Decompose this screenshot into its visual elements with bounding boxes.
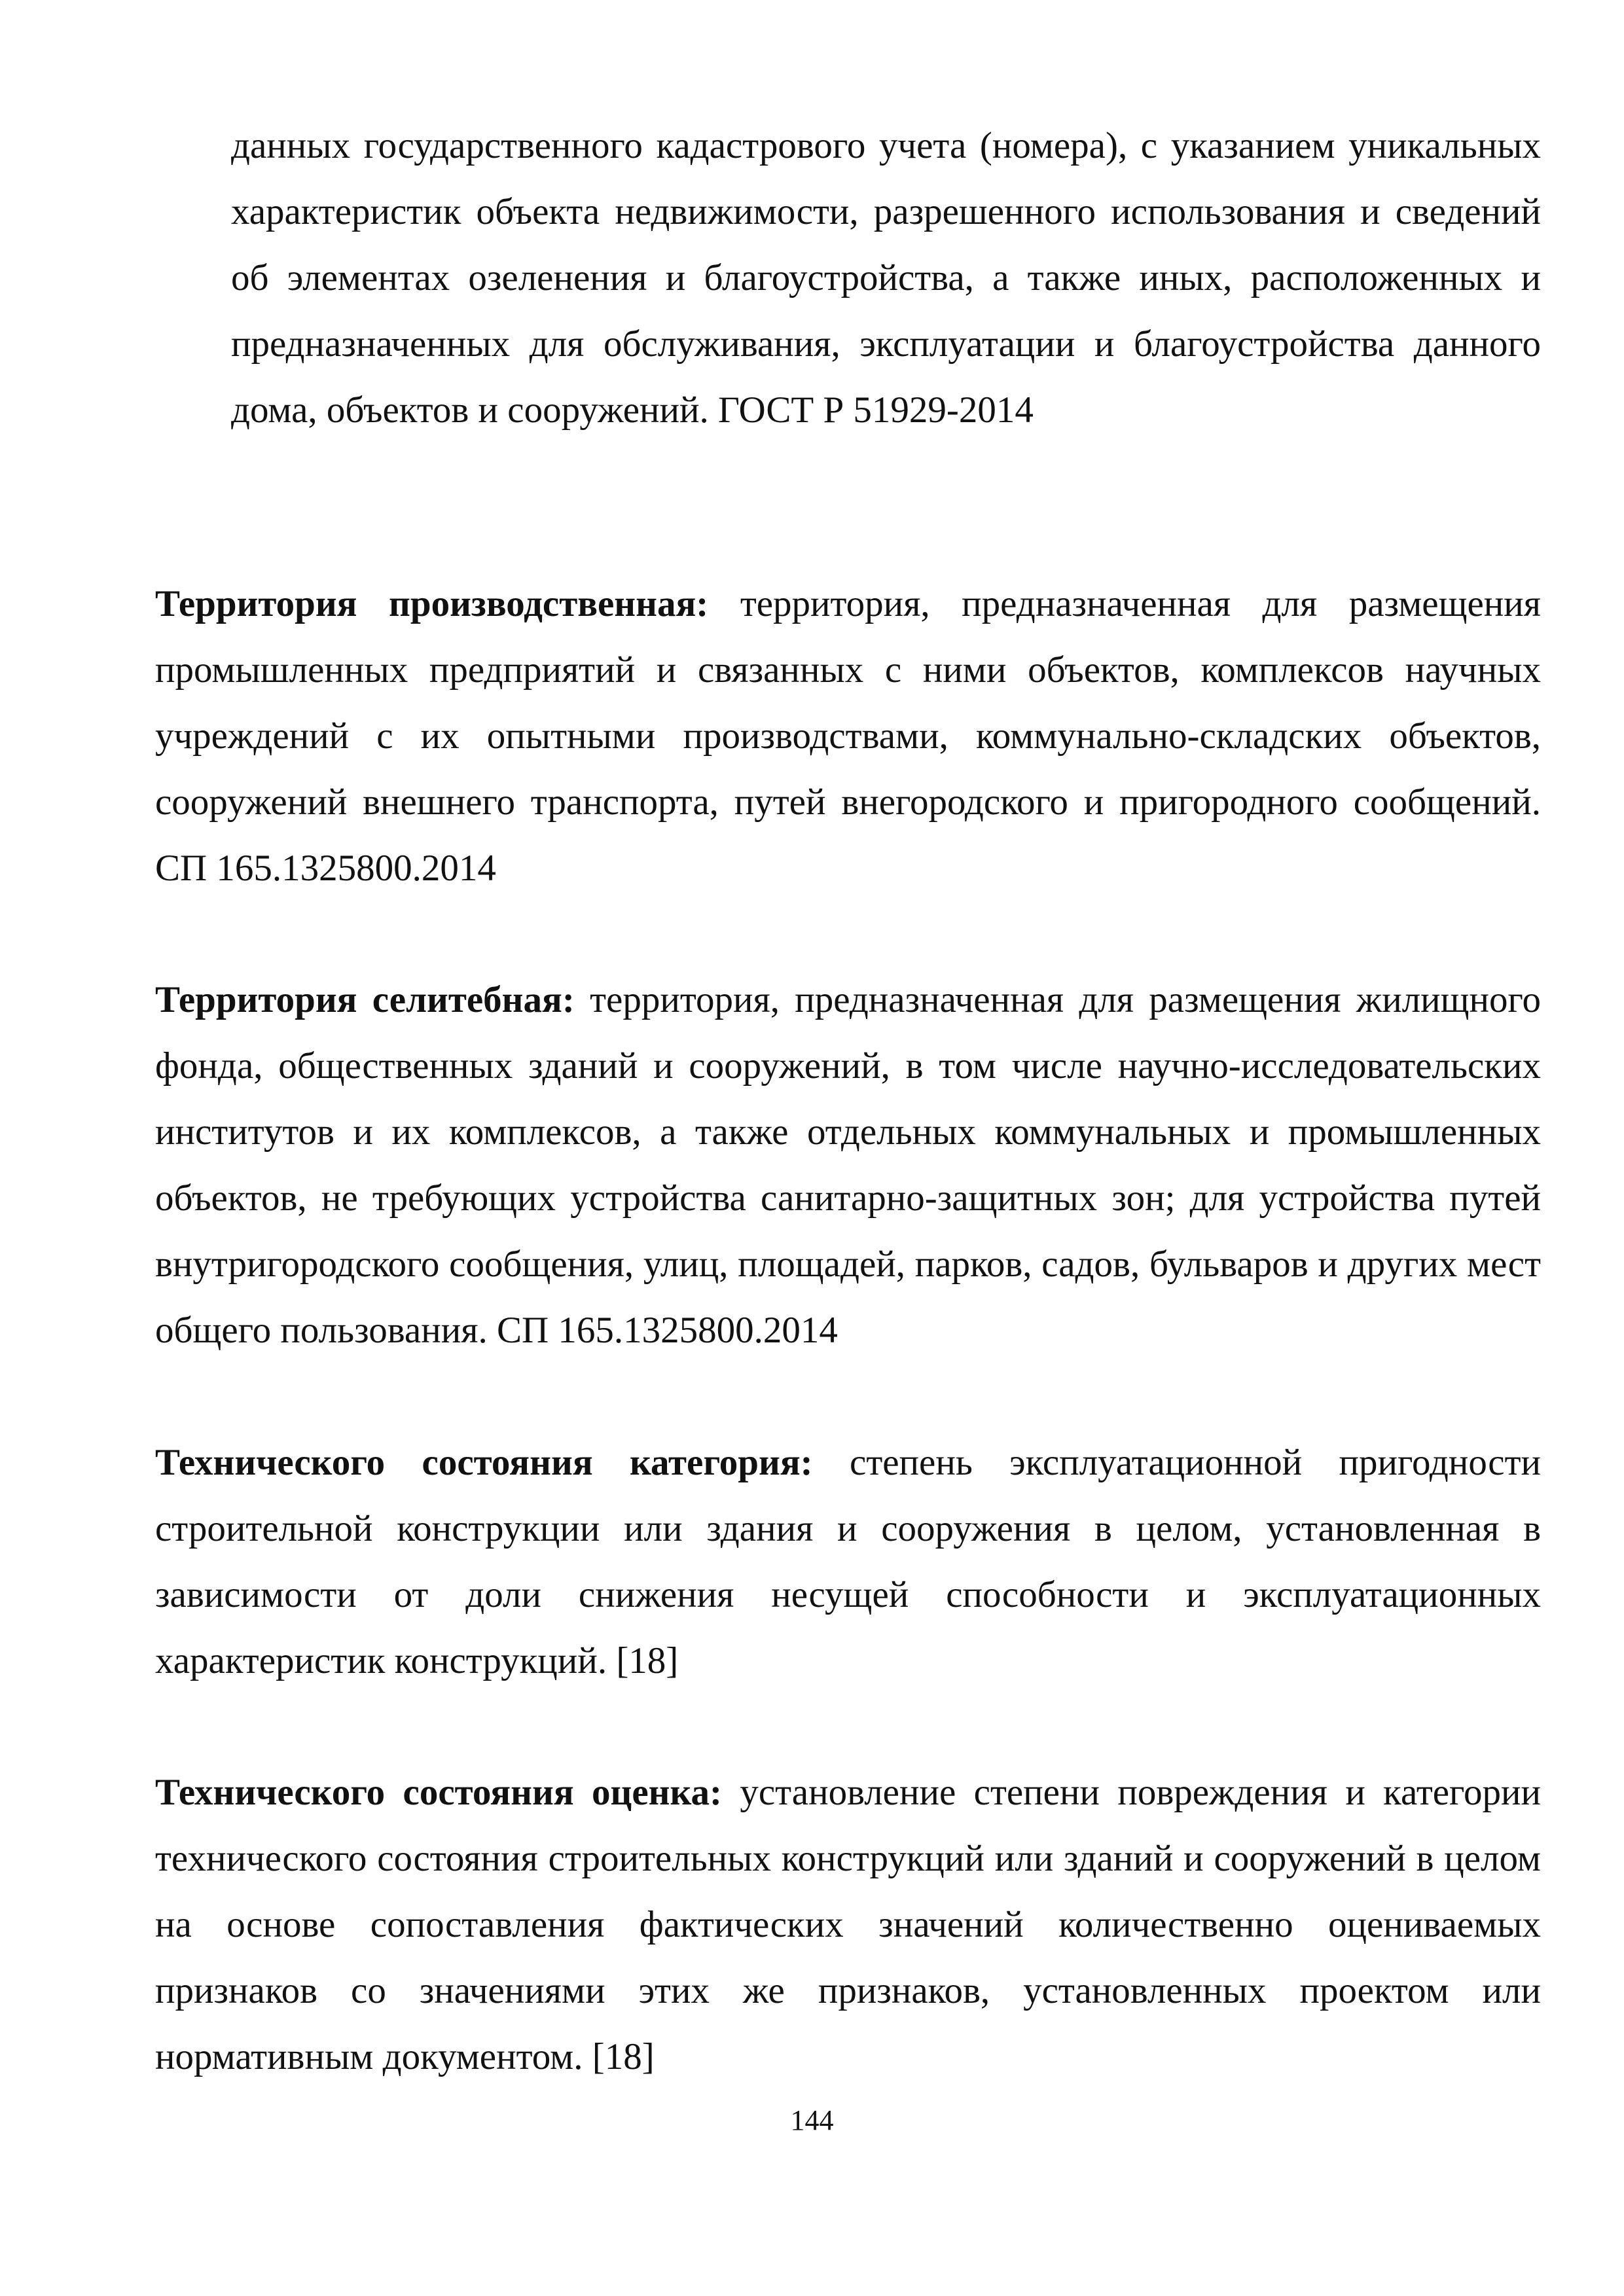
page-number: 144 bbox=[790, 2104, 834, 2136]
entry-term: Технического состояния категория: bbox=[155, 1442, 813, 1483]
glossary-entry bbox=[155, 571, 1541, 901]
continuation-paragraph: данных государственного кадастрового учета (номера), с указанием уникальных характеристик объекта недвижимости, разрешенного использования и сведений об элементах озеленения и благоустройства, а также иных, расположенных и предназначенных для обслуживания, эксплуатации и благоустройства данного дома, объектов и сооружений. ГОСТ Р 51929-2014 bbox=[231, 125, 1541, 431]
glossary-entry bbox=[155, 967, 1541, 1363]
entry-term: Технического состояния оценка: bbox=[155, 1772, 722, 1813]
glossary-entry bbox=[155, 1429, 1541, 1694]
entry-definition: степень эксплуатационной пригодности строительной конструкции или здания и сооружения в целом, установленная в зависимости от доли снижения несущей способности и эксплуатационных характеристик конструкций. [18] bbox=[155, 1442, 1541, 1681]
entry-term: Территория производственная: bbox=[155, 583, 709, 624]
entry-term: Территория селитебная: bbox=[155, 979, 575, 1020]
entry-definition: территория, предназначенная для размещения жилищного фонда, общественных зданий и сооружений, в том числе научно-исследовательских институтов и их комплексов, а также отдельных коммунальных и промышленных объектов, не требующих устройства санитарно-защитных зон; для устройства путей внутригородского сообщения, улиц, площадей, парков, садов, бульваров и других мест общего пользования. СП 165.1325800.2014 bbox=[155, 979, 1542, 1351]
glossary-entry bbox=[155, 1759, 1541, 2090]
entry-definition: установление степени повреждения и категории технического состояния строительных конструкций или зданий и сооружений в целом на основе сопоставления фактических значений количественно оцениваемых признаков со значениями этих же признаков, установленных проектом или нормативным документом. [18] bbox=[155, 1772, 1542, 2077]
entry-definition: территория, предназначенная для размещения промышленных предприятий и связанных с ними объектов, комплексов научных учреждений с их опытными производствами, коммунально-складских объектов, сооружений внешнего транспорта, путей внегородского и пригородного сообщений. СП 165.1325800.2014 bbox=[155, 583, 1542, 889]
